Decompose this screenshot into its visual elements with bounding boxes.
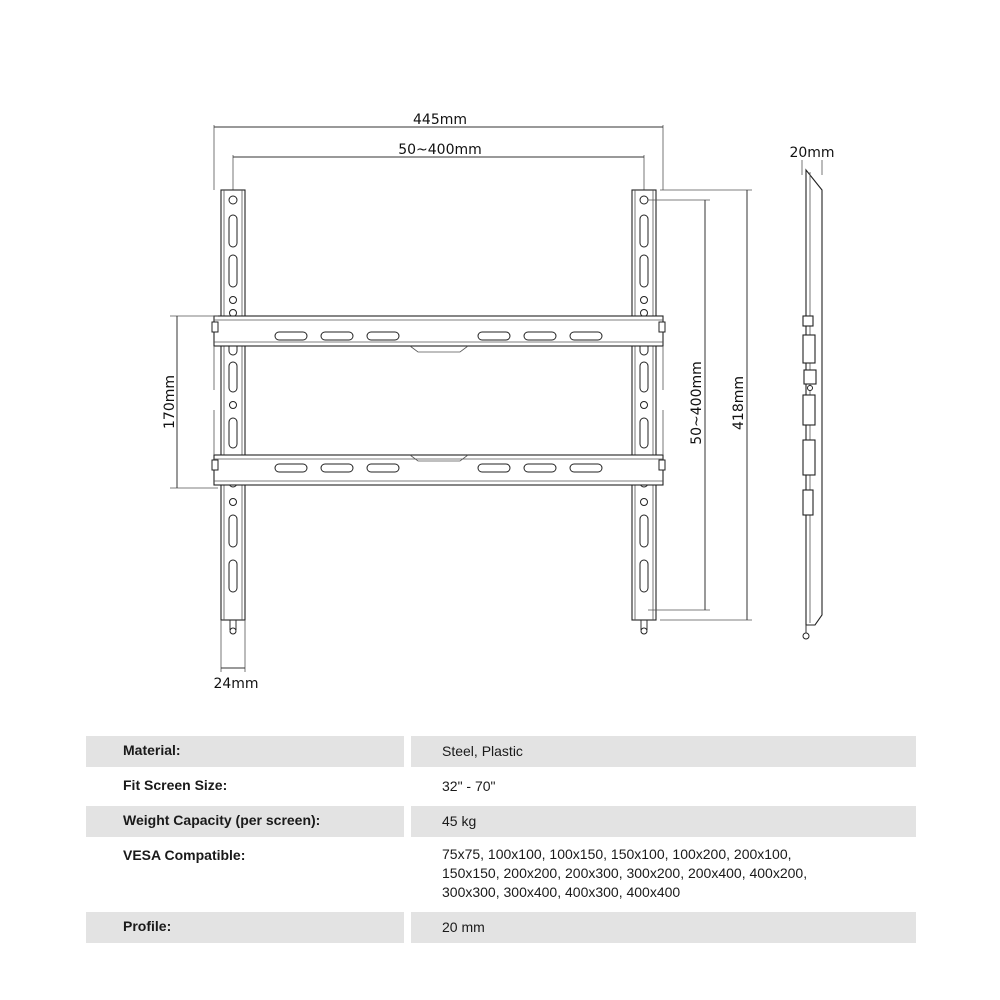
side-profile-view (789, 145, 834, 639)
spec-value-multiline (411, 841, 916, 908)
spec-row-profile (86, 912, 916, 943)
vesa-line-1: 75x75, 100x100, 100x150, 150x100, 100x200, 200x100, (442, 846, 792, 862)
spec-row-fit-screen-size (86, 771, 916, 802)
overall-height-label: 418mm (731, 376, 747, 430)
dim-vesa-width (233, 142, 644, 195)
spec-label: Profile: (86, 912, 404, 943)
vesa-height-label: 50~400mm (689, 361, 705, 445)
right-arm (632, 190, 656, 634)
specs-table (86, 736, 916, 947)
vesa-line-3: 300x300, 300x400, 400x300, 400x400 (442, 884, 681, 900)
vesa-line-2: 150x150, 200x200, 200x300, 300x200, 200x400, 400x200, (442, 865, 808, 881)
vertical-spacing-label: 170mm (162, 375, 178, 429)
bottom-rail (212, 410, 665, 485)
overall-width-label: 445mm (413, 112, 467, 128)
left-arm (221, 190, 245, 634)
spec-label: Material: (86, 736, 404, 767)
top-rail (212, 316, 665, 390)
spec-value: Steel, Plastic (411, 736, 916, 767)
spec-row-vesa-compatible (86, 841, 916, 908)
spec-value: 32" - 70" (442, 778, 496, 794)
dim-vesa-height (648, 200, 710, 610)
profile-depth-label: 20mm (789, 145, 835, 161)
dim-vertical-spacing (162, 316, 218, 488)
spec-label: Fit Screen Size: (123, 777, 228, 793)
vesa-width-label: 50~400mm (398, 142, 482, 158)
spec-value: 45 kg (411, 806, 916, 837)
arm-width-label: 24mm (213, 676, 259, 692)
spec-label: Weight Capacity (per screen): (86, 806, 404, 837)
spec-label: VESA Compatible: (123, 847, 246, 863)
spec-row-weight-capacity (86, 806, 916, 837)
dim-overall-height (660, 190, 752, 620)
spec-value: 20 mm (411, 912, 916, 943)
spec-row-material (86, 736, 916, 767)
